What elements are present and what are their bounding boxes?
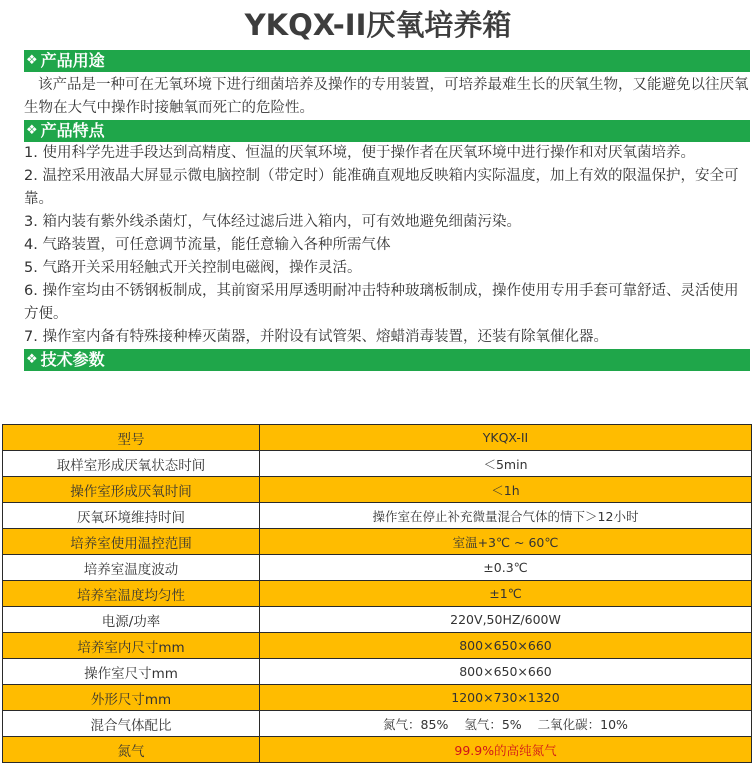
table-row: [3, 425, 752, 451]
feature-item: 3. 箱内装有紫外线杀菌灯，气体经过滤后进入箱内，可有效地避免细菌污染。: [24, 214, 521, 230]
spec-value: YKQX-II: [260, 425, 752, 451]
feature-item: 1. 使用科学先进手段达到高精度、恒温的厌氧环境，便于操作者在厌氧环境中进行操作和对厌氧菌培养。: [24, 145, 695, 161]
feature-list: [24, 142, 750, 349]
spec-label: 型号: [3, 425, 260, 451]
table-row: [3, 633, 752, 659]
spec-table: [2, 424, 752, 763]
table-row: [3, 503, 752, 529]
spec-label: 取样室形成厌氧状态时间: [3, 451, 260, 477]
spec-label: 培养室内尺寸mm: [3, 633, 260, 659]
feature-item: 6. 操作室均由不锈钢板制成，其前窗采用厚透明耐冲击特种玻璃板制成，操作使用专用手套可靠舒适、灵活使用方便。: [24, 283, 739, 322]
diamond-icon: ❖: [26, 53, 38, 68]
table-row: [3, 451, 752, 477]
table-row: [3, 711, 752, 737]
feature-item: 4. 气路装置，可任意调节流量，能任意输入各种所需气体: [24, 237, 391, 253]
section-label: 产品特点: [40, 121, 105, 140]
spec-value: 操作室在停止补充微量混合气体的情下＞12小时: [260, 503, 752, 529]
spec-value: 800×650×660: [260, 633, 752, 659]
diamond-icon: ❖: [26, 352, 38, 367]
table-row: [3, 737, 752, 763]
spec-label: 培养室使用温控范围: [3, 529, 260, 555]
spec-label: 氮气: [3, 737, 260, 763]
table-row: [3, 607, 752, 633]
diamond-icon: ❖: [26, 123, 38, 138]
table-row: [3, 555, 752, 581]
section-header-specs: [24, 349, 750, 371]
spec-label: 操作室形成厌氧时间: [3, 477, 260, 503]
spec-value: 1200×730×1320: [260, 685, 752, 711]
spec-value: ±1℃: [260, 581, 752, 607]
table-row: [3, 477, 752, 503]
feature-item: 5. 气路开关采用轻触式开关控制电磁阀，操作灵活。: [24, 260, 362, 276]
feature-item: 7. 操作室内备有特殊接种棒灭菌器，并附设有试管架、熔蜡消毒装置，还装有除氧催化器。: [24, 329, 608, 345]
page-title: YKQX-II厌氧培养箱: [244, 8, 512, 42]
spec-value: 220V,50HZ/600W: [260, 607, 752, 633]
gas-co2: 二氧化碳：10%: [537, 716, 628, 732]
gas-nitrogen: 氮气：85%: [383, 716, 449, 732]
spec-label: 厌氧环境维持时间: [3, 503, 260, 529]
gas-hydrogen: 氢气：5%: [464, 716, 522, 732]
table-row: [3, 659, 752, 685]
section-label: 技术参数: [40, 350, 105, 369]
spec-value: ±0.3℃: [260, 555, 752, 581]
spec-value: 800×650×660: [260, 659, 752, 685]
spec-label: 外形尺寸mm: [3, 685, 260, 711]
feature-item: 2. 温控采用液晶大屏显示微电脑控制（带定时）能准确直观地反映箱内实际温度，加上有效的限温保护，安全可靠。: [24, 168, 739, 207]
usage-paragraph: 该产品是一种可在无氧环境下进行细菌培养及操作的专用装置，可培养最难生长的厌氧生物，又能避免以往厌氧生物在大气中操作时接触氧而死亡的危险性。: [24, 77, 749, 116]
section-label: 产品用途: [40, 51, 105, 70]
spec-label: 培养室温度均匀性: [3, 581, 260, 607]
spec-label: 操作室尺寸mm: [3, 659, 260, 685]
table-row: [3, 581, 752, 607]
spec-value: 99.9%的高纯氮气: [260, 737, 752, 763]
spec-label: 培养室温度波动: [3, 555, 260, 581]
spec-label: 电源/功率: [3, 607, 260, 633]
spec-value: 室温+3℃ ~ 60℃: [260, 529, 752, 555]
section-header-features: [24, 120, 750, 142]
spec-value: ＜1h: [260, 477, 752, 503]
gas-mix-value: [260, 711, 752, 737]
spec-label: 混合气体配比: [3, 711, 260, 737]
section-header-usage: [24, 50, 750, 72]
table-row: [3, 685, 752, 711]
spec-value: ＜5min: [260, 451, 752, 477]
table-row: [3, 529, 752, 555]
